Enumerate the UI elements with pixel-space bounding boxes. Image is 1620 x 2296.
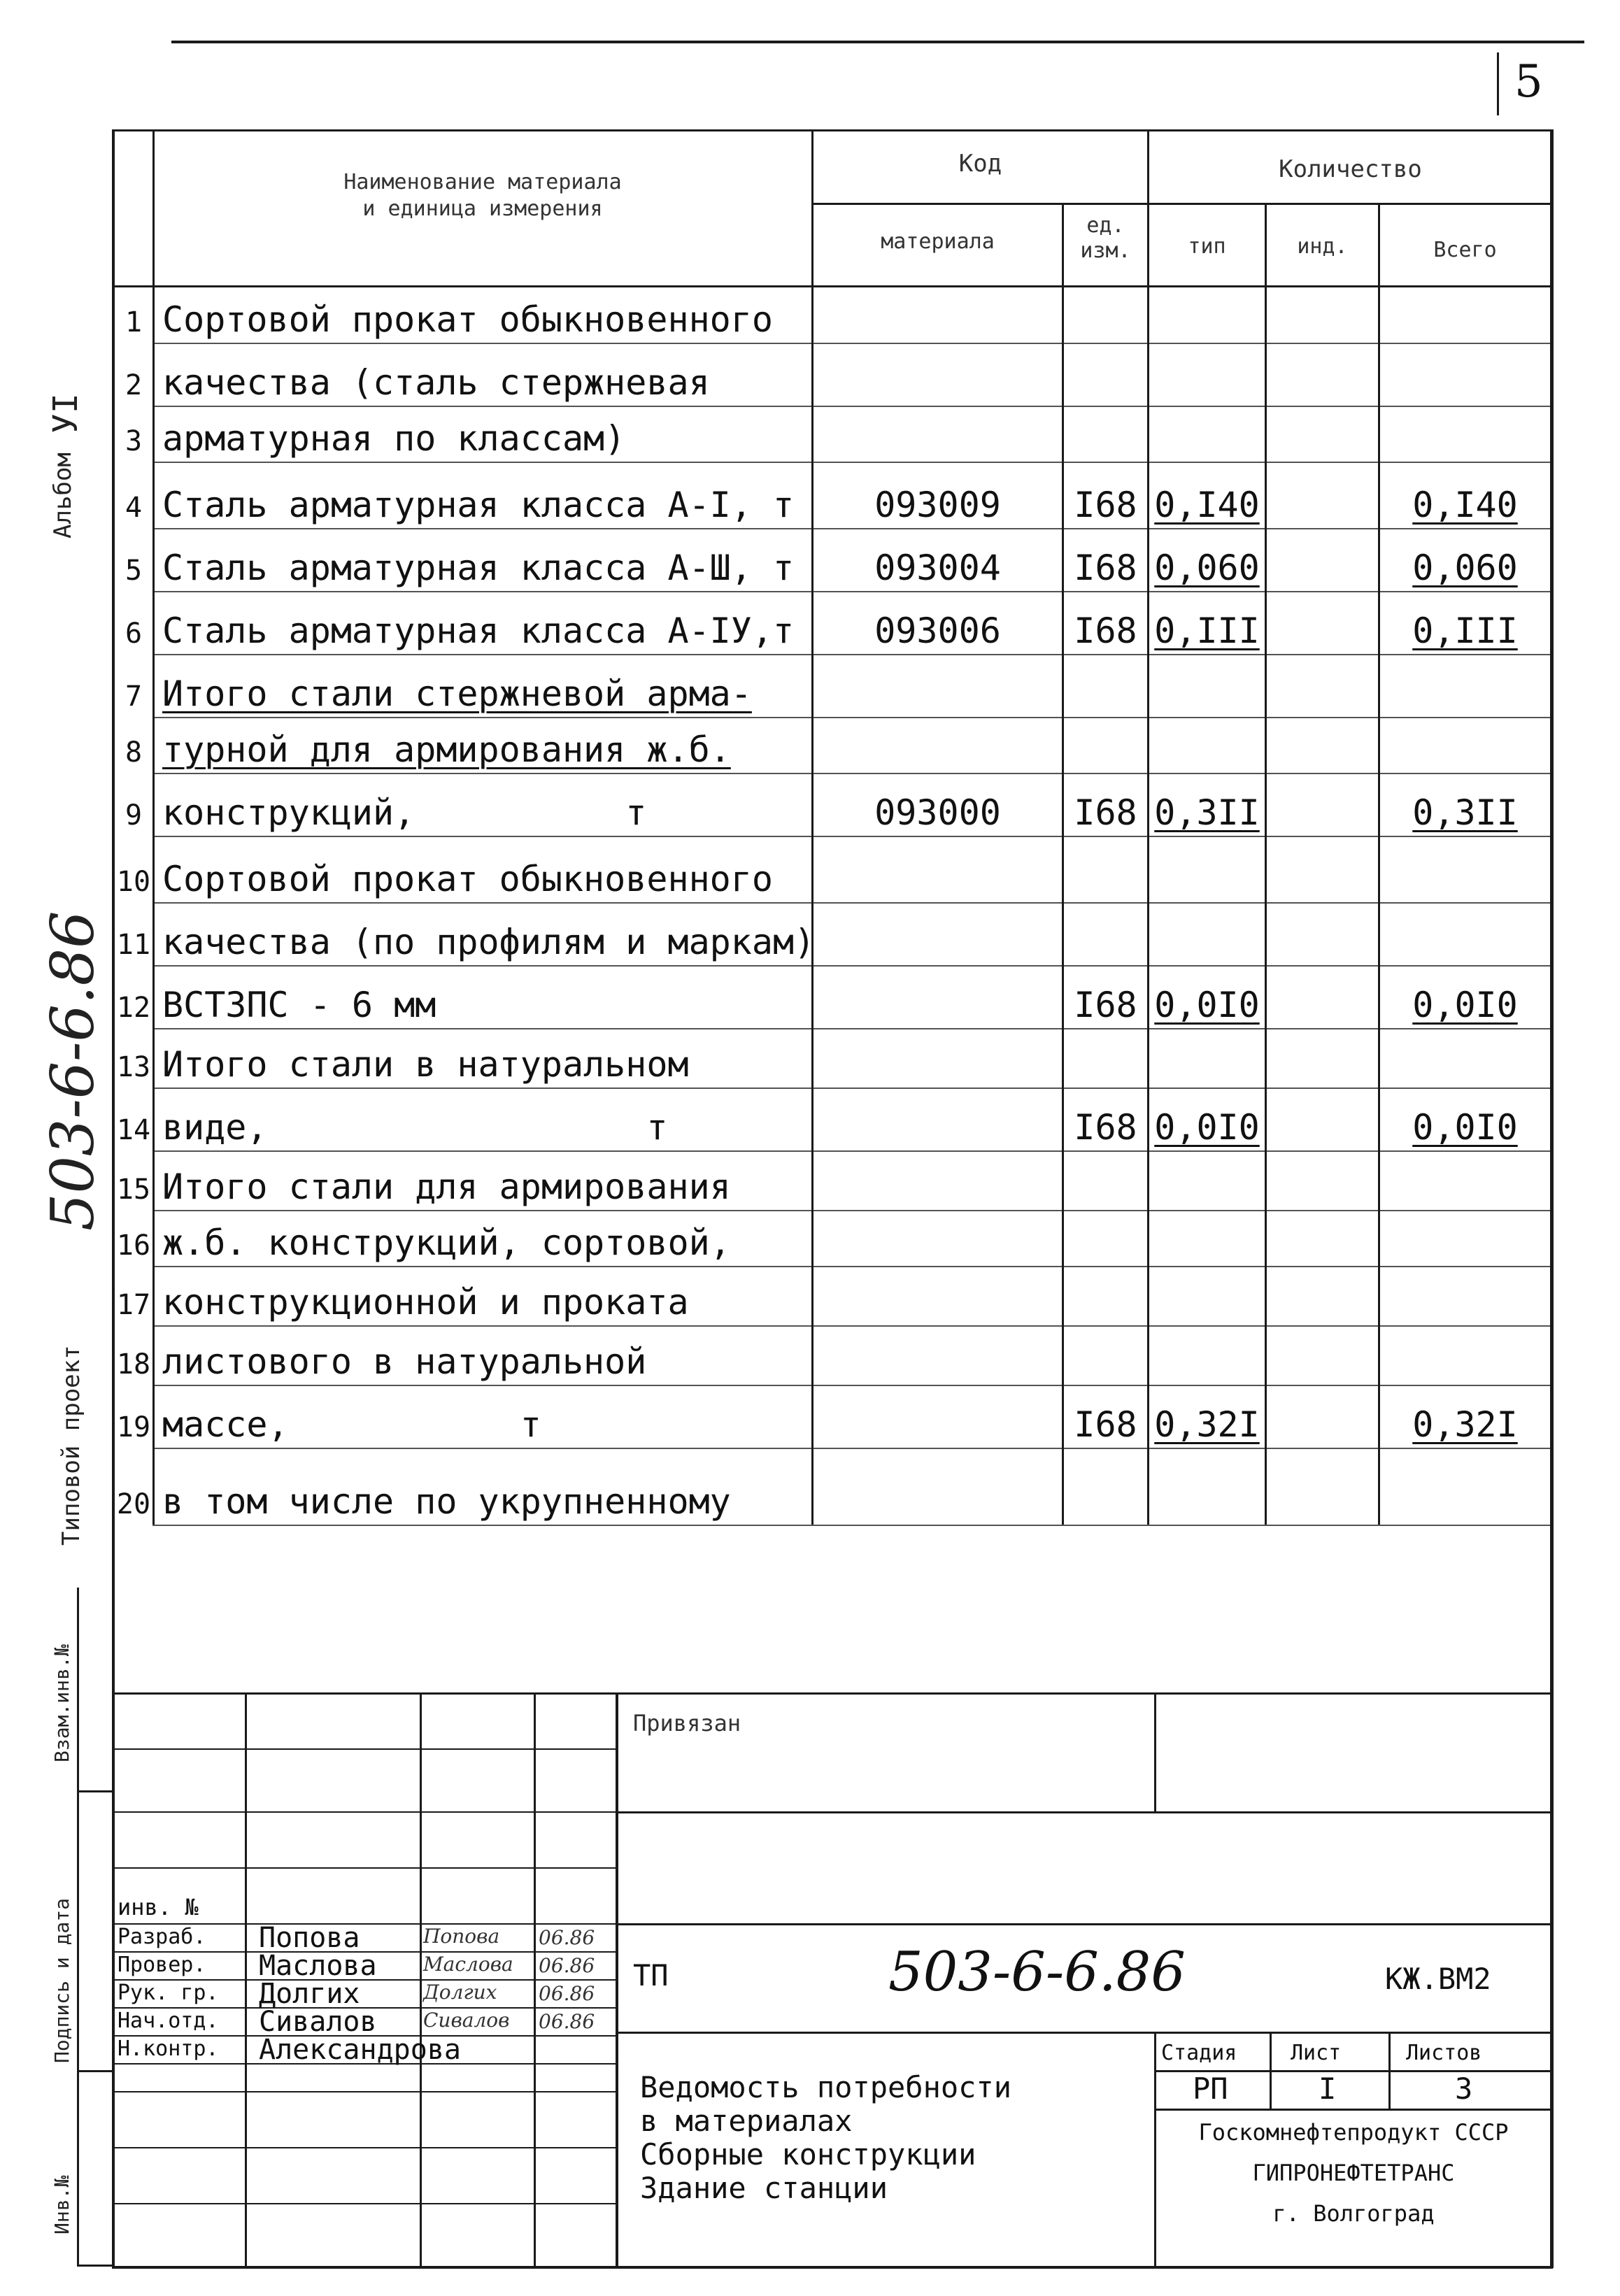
tb-person-date: 06.86 [539,2010,595,2033]
tb-title-line: в материалах [640,2104,853,2138]
tb-grid-line [114,2203,618,2204]
row-name: Сталь арматурная класса А-IУ,т [162,611,795,651]
tb-person-name: Александрова [259,2034,461,2066]
side-vzam-inv [50,1644,73,1762]
header-name-col: Наименование материала и единица измерения [343,170,622,221]
row-number: 10 [116,866,151,898]
tb-sheets: 3 [1455,2072,1473,2106]
row-name: Сталь арматурная класса А-I, т [162,485,795,525]
row-tip: 0,III [1154,611,1260,651]
tb-grid-line [114,1811,618,1813]
frame-bottom [112,2266,1553,2269]
side-album-roman [46,393,85,434]
tb-person-signature: Сивалов [423,2009,510,2032]
tb-person-date: 06.86 [539,1926,595,1949]
row-number: 18 [116,1348,151,1381]
row-divider [152,965,1551,967]
side-col-sep2 [77,2070,112,2072]
row-unit: I68 [1074,548,1137,588]
side-type-project [57,1345,85,1546]
hl-header-bottom [112,285,1553,287]
row-total: 0,III [1412,611,1518,651]
row-total: 0,0I0 [1412,1107,1518,1148]
row-tip: 0,0I0 [1154,985,1260,1025]
row-number: 8 [125,736,143,769]
tb-org-line: г. Волгоград [1272,2200,1435,2227]
side-inv-no [50,2176,73,2234]
side-album-label [49,452,77,539]
tb-org-line: ГИПРОНЕФТЕТРАНС [1252,2160,1455,2186]
tb-sheet: I [1319,2072,1337,2106]
side-vzam-inv-text: Взам.инв.№ [50,1644,73,1762]
header-col-ind: инд. [1297,234,1348,259]
row-number: 20 [116,1488,151,1520]
tb-person-role: Рук. гр. [118,1981,219,2005]
tb-privyazan: Привязан [633,1710,741,1737]
tb-title-line: Ведомость потребности [640,2070,1012,2104]
side-album-text: Альбом [49,452,77,539]
row-unit: I68 [1074,792,1137,833]
row-tip: 0,0I0 [1154,1107,1260,1148]
row-name: Итого стали для армирования [162,1167,731,1207]
row-divider [152,1028,1551,1029]
header-col-unit: ед. изм. [1080,213,1131,263]
row-tip: 0,I40 [1154,485,1260,525]
row-name: конструкционной и проката [162,1282,689,1322]
tb-project: 503-6-6.86 [888,1941,1186,2004]
row-number: 12 [116,992,151,1024]
row-number: 6 [125,618,143,650]
row-number: 5 [125,555,143,587]
row-number: 13 [116,1051,151,1083]
tb-stage-vl [1154,2032,1156,2266]
row-code: 093004 [874,548,1001,588]
row-divider [152,1525,1551,1526]
row-number: 16 [116,1229,151,1262]
row-name: арматурная по классам) [162,418,626,459]
side-inv-no-text: Инв.№ [50,2175,73,2234]
row-unit: I68 [1074,485,1137,525]
side-project-code-text: 503-6-6.86 [38,911,107,1231]
tb-stage-label: Стадия [1161,2041,1237,2065]
row-divider [152,1088,1551,1089]
tb-person-role: Провер. [118,1953,206,1977]
row-number: 19 [116,1411,151,1443]
hl-header-mid [811,203,1553,205]
row-name: массе, т [162,1404,541,1445]
tb-privyazan-bottom [616,1811,1553,1813]
row-divider [152,343,1551,344]
tb-person-name: Маслова [259,1950,377,1982]
row-number: 9 [125,799,143,832]
row-number: 11 [116,929,151,961]
tb-title-line: Сборные конструкции [640,2137,976,2172]
row-number: 3 [125,425,143,457]
header-col-material: материала [881,229,995,254]
tb-stage: РП [1193,2072,1228,2106]
row-divider [152,1448,1551,1449]
tb-person-signature: Долгих [423,1981,497,2004]
row-divider [152,406,1551,407]
page-number-divider [1497,52,1499,115]
row-number: 7 [125,680,143,713]
tb-stage-hl2 [1154,2109,1553,2111]
row-name: ж.б. конструкций, сортовой, [162,1222,731,1263]
row-divider [152,462,1551,463]
row-code: 093009 [874,485,1001,525]
row-name: ВСТЗПС - 6 мм [162,985,436,1025]
row-unit: I68 [1074,611,1137,651]
tb-main-top [616,1923,1553,1925]
side-col-bottom [77,2265,112,2267]
row-name: Сортовой прокат обыкновенного [162,299,773,340]
row-divider [152,591,1551,592]
row-divider [152,528,1551,529]
row-total: 0,I40 [1412,485,1518,525]
header-col-total: Всего [1433,238,1497,262]
vl-num [152,131,155,1525]
row-unit: I68 [1074,985,1137,1025]
tb-grid-line [114,1748,618,1750]
row-tip: 0,32I [1154,1404,1260,1445]
row-number: 4 [125,492,143,524]
row-code: 093006 [874,611,1001,651]
tb-grid-line [114,2147,618,2148]
side-album-roman-text: УI [46,393,85,434]
row-name: Итого стали в натуральном [162,1044,689,1085]
row-name: качества (сталь стержневая [162,362,710,403]
row-total: 0,0I0 [1412,985,1518,1025]
side-podpis-data-text: Подпись и дата [50,1897,73,2063]
row-name: качества (по профилям и маркам) [162,922,816,962]
header-qty-group: Количество [1279,155,1422,183]
header-col-tip: тип [1188,234,1226,259]
tb-doc-code: КЖ.ВМ2 [1385,1962,1491,1996]
tb-inv-label: инв. № [118,1894,199,1920]
side-podpis-data [50,1898,73,2063]
row-name: листового в натуральной [162,1341,647,1382]
row-divider [152,1210,1551,1211]
tb-person-name: Попова [259,1922,360,1954]
row-divider [152,1325,1551,1327]
row-name: турной для армирования ж.б. [162,729,731,770]
side-col-left [77,1588,79,2266]
tb-person-role: Разраб. [118,1925,206,1949]
tb-sheets-label: Листов [1406,2041,1482,2065]
row-divider [152,654,1551,655]
row-name: Итого стали стержневой арма- [162,673,752,714]
row-number: 2 [125,369,143,401]
tb-sheet-label: Лист [1291,2041,1342,2065]
tb-person-name: Долгих [259,1978,360,2010]
row-tip: 0,3II [1154,792,1260,833]
frame-right [1550,129,1554,2268]
tb-tp: ТП [633,1958,669,1992]
side-col-sep1 [77,1790,112,1792]
tb-top [112,1692,1553,1695]
tb-person-name: Сивалов [259,2006,377,2038]
row-name: виде, т [162,1107,668,1148]
row-total: 0,32I [1412,1404,1518,1445]
tb-person-date: 06.86 [539,1982,595,2005]
tb-title-line: Здание станции [640,2171,888,2205]
row-divider [152,1150,1551,1152]
tb-privyazan-vl [1154,1692,1156,1811]
row-name: Сталь арматурная класса А-Ш, т [162,548,795,588]
row-divider [152,836,1551,837]
tb-person-signature: Маслова [423,1953,513,1976]
row-total: 0,060 [1412,548,1518,588]
tb-org-line: Госкомнефтепродукт СССР [1198,2119,1509,2146]
row-number: 1 [125,306,143,338]
row-divider [152,902,1551,904]
tb-grid-line [114,2091,618,2092]
row-number: 14 [116,1114,151,1146]
row-divider [152,717,1551,718]
row-divider [152,773,1551,774]
tb-doc-bottom [616,2032,1553,2034]
row-unit: I68 [1074,1107,1137,1148]
row-code: 093000 [874,792,1001,833]
row-divider [152,1266,1551,1267]
row-number: 15 [116,1174,151,1206]
frame-left [112,129,115,2268]
page-number: 5 [1514,56,1543,108]
tb-person-date: 06.86 [539,1954,595,1977]
header-code-group: Код [958,150,1002,178]
row-name: в том числе по укрупненному [162,1481,731,1522]
tb-person-role: Нач.отд. [118,2009,219,2033]
row-number: 17 [116,1289,151,1321]
row-name: Сортовой прокат обыкновенного [162,859,773,899]
tb-person-role: Н.контр. [118,2037,219,2061]
side-type-project-text: Типовой проект [57,1345,85,1546]
frame-top [112,129,1553,131]
row-unit: I68 [1074,1404,1137,1445]
row-name: конструкций, т [162,792,647,833]
tb-grid-line [114,1867,618,1869]
row-divider [152,1385,1551,1386]
top-rule [171,41,1584,43]
tb-person-signature: Попова [423,1925,500,1948]
row-tip: 0,060 [1154,548,1260,588]
side-project-code [38,911,107,1231]
row-total: 0,3II [1412,792,1518,833]
